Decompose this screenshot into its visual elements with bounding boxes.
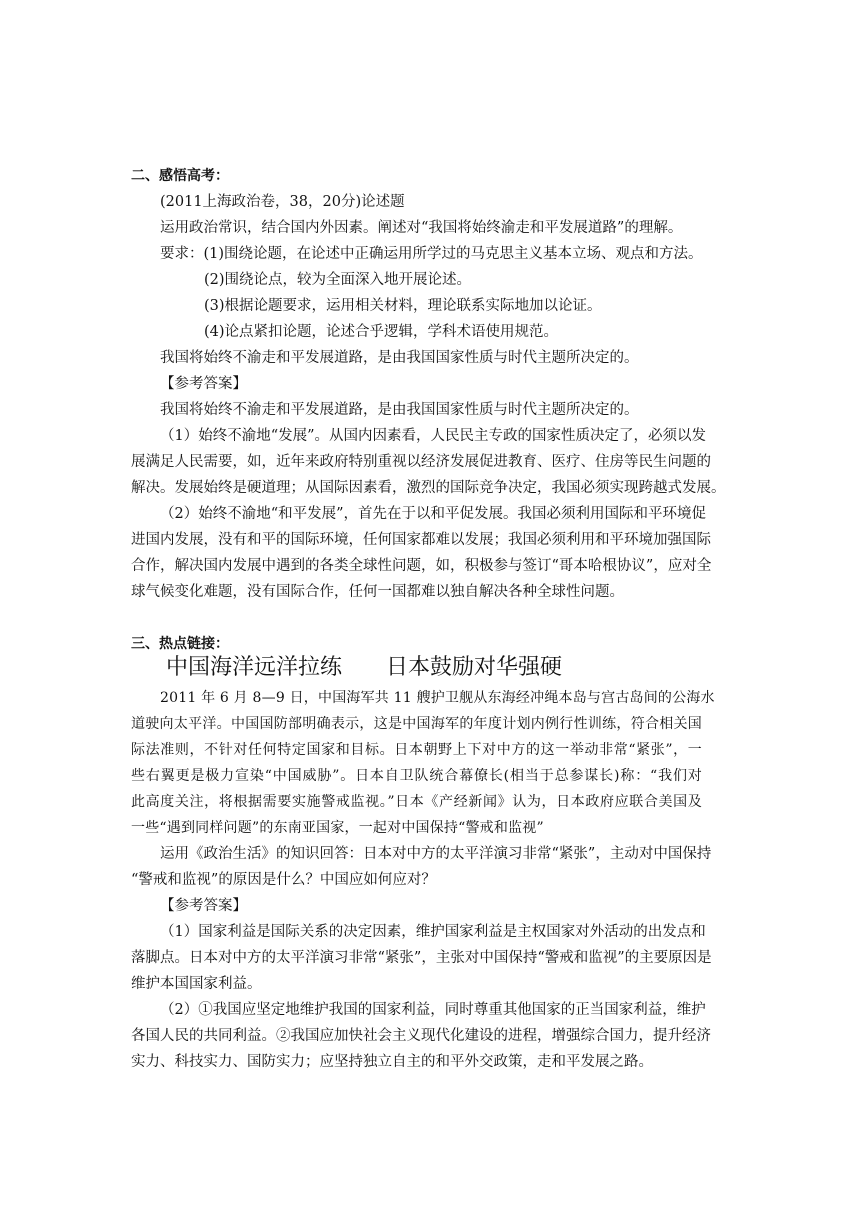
answer-p2-line: （2）始终不渝地“和平发展”，首先在于以和平促发展。我国必须利用国际和平环境促	[160, 506, 707, 522]
answer-p2-line: 合作，解决国内发展中遇到的各类全球性问题，如，积极参与签订“哥本哈根协议”，应对全	[131, 558, 712, 574]
hot-question-line: “警戒和监视”的原因是什么？中国应如何应对？	[131, 872, 436, 888]
hot-question-line: 运用《政治生活》的知识回答：日本对中方的太平洋演习非常“紧张”，主动对中国保持	[160, 846, 712, 862]
news-line: 一些“遇到同样问题”的东南亚国家，一起对中国保持“警戒和监视”	[131, 820, 544, 836]
answer-p2-line: 进国内发展，没有和平的国际环境，任何国家都难以发展；我国必须利用和平环境加强国际	[131, 532, 711, 548]
news-line: 些右翼更是极力宣染“中国威胁”。日本自卫队统合幕僚长(相当于总参谋长)称：“我们对	[131, 768, 702, 784]
hot-answer-p2-line: 各国人民的共同利益。②我国应加快社会主义现代化建设的进程，增强综合国力，提升经济	[131, 1028, 711, 1044]
requirement-4: (4)论点紧扣论题，论述合乎逻辑，学科术语使用规范。	[204, 324, 559, 340]
exam-source: (2011上海政治卷，38，20分)论述题	[160, 194, 405, 210]
hot-answer-p1-line: 维护本国国家利益。	[131, 976, 262, 992]
hot-answer-p2-line: （2）①我国应坚定地维护我国的国家利益，同时尊重其他国家的正当国家利益，维护	[160, 1002, 706, 1018]
hot-answer-p1-line: 落脚点。日本对中方的太平洋演习非常“紧张”，主张对中国保持“警戒和监视”的主要原因是	[131, 950, 712, 966]
hot-answer-p2-line: 实力、科技实力、国防实力；应坚持独立自主的和平外交政策，走和平发展之路。	[131, 1054, 653, 1070]
answer-p1-line: 展满足人民需要，如，近年来政府特别重视以经济发展促进教育、医疗、住房等民生问题的	[131, 454, 711, 470]
hot-answer-label: 【参考答案】	[160, 898, 247, 914]
answer-p1-line: 解决。发展始终是硬道理；从国际因素看，激烈的国际竞争决定，我国必须实现跨越式发展。	[131, 480, 726, 496]
section2-heading: 二、感悟高考：	[131, 168, 229, 184]
section3-heading: 三、热点链接：	[131, 636, 229, 652]
answer-label: 【参考答案】	[160, 376, 247, 392]
news-line: 2011 年 6 月 8—9 日，中国海军共 11 艘护卫舰从东海经冲绳本岛与宫古岛间的公海水	[160, 690, 715, 706]
news-line: 道驶向太平洋。中国国防部明确表示，这是中国海军的年度计划内例行性训练，符合相关国	[131, 716, 702, 732]
news-line: 此高度关注，将根据需要实施警戒监视。”日本《产经新闻》认为，日本政府应联合美国及	[131, 794, 702, 810]
hot-answer-p1-line: （1）国家利益是国际关系的决定因素，维护国家利益是主权国家对外活动的出发点和	[160, 924, 706, 940]
answer-p1-line: （1）始终不渝地“发展”。从国内因素看，人民民主专政的国家性质决定了，必须以发	[160, 428, 707, 444]
exam-question: 运用政治常识，结合国内外因素。阐述对“我国将始终渝走和平发展道路”的理解。	[160, 220, 683, 236]
requirement-3: (3)根据论题要求，运用相关材料，理论联系实际地加以论证。	[204, 298, 602, 314]
news-line: 际法准则，不针对任何特定国家和目标。日本朝野上下对中方的这一举动非常“紧张”，一	[131, 742, 702, 758]
requirement-2: (2)围绕论点，较为全面深入地开展论述。	[204, 272, 472, 288]
answer-p2-line: 球气候变化难题，没有国际合作，任何一国都难以独自解决各种全球性问题。	[131, 584, 624, 600]
thesis-statement: 我国将始终不渝走和平发展道路，是由我国国家性质与时代主题所决定的。	[160, 350, 639, 366]
news-title: 中国海洋远洋拉练 日本鼓励对华强硬	[166, 655, 563, 680]
requirement-1: 要求：(1)围绕论题，在论述中正确运用所学过的马克思主义基本立场、观点和方法。	[160, 246, 703, 262]
answer-thesis: 我国将始终不渝走和平发展道路，是由我国国家性质与时代主题所决定的。	[160, 402, 639, 418]
